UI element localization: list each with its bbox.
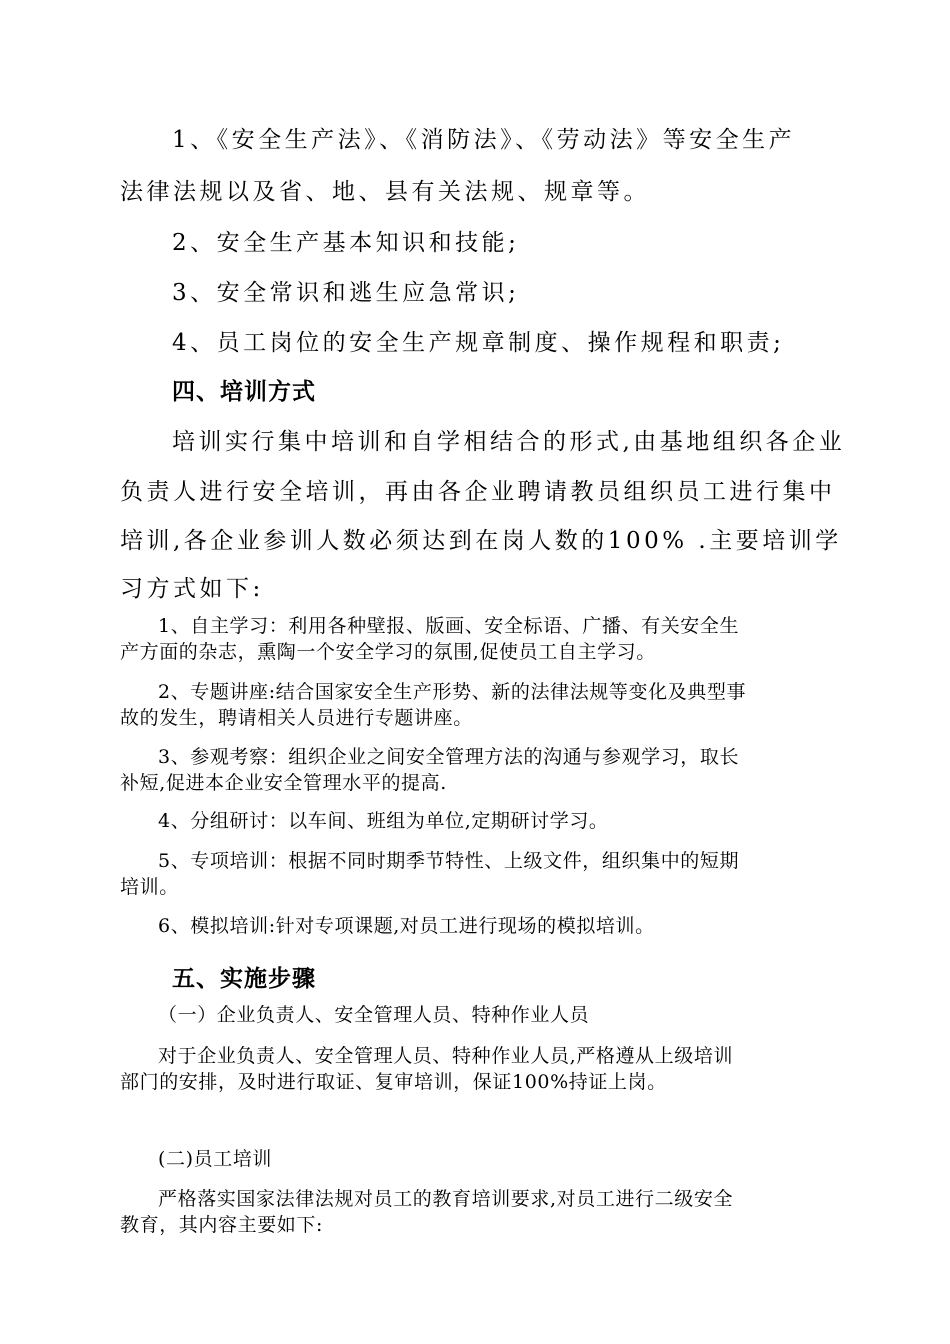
intro-line-3: 培训,各企业参训人数必须达到在岗人数的100% .主要培训学 [120, 528, 842, 554]
method-5-line-1: 5、专项培训：根据不同时期季节特性、上级文件，组织集中的短期 [158, 850, 740, 872]
item-1-line-1: 1、《安全生产法》、《消防法》、《劳动法》等安全生产 [172, 127, 796, 153]
method-1-line-2: 产方面的杂志，熏陶一个安全学习的氛围,促使员工自主学习。 [120, 641, 656, 663]
method-6: 6、模拟培训:针对专项课题,对员工进行现场的模拟培训。 [158, 915, 655, 937]
method-2-line-1: 2、专题讲座:结合国家安全生产形势、新的法律法规等变化及典型事 [158, 681, 747, 703]
intro-line-1: 培训实行集中培训和自学相结合的形式,由基地组织各企业 [172, 429, 846, 455]
subsection-1-text-line-2: 部门的安排，及时进行取证、复审培训，保证100%持证上岗。 [120, 1071, 667, 1093]
item-4: 4、员工岗位的安全生产规章制度、操作规程和职责; [172, 330, 785, 356]
intro-line-2: 负责人进行安全培训，再由各企业聘请教员组织员工进行集中 [120, 479, 836, 505]
section-heading-training-methods: 四、培训方式 [172, 379, 316, 405]
subsection-2-title: (二)员工培训 [158, 1148, 273, 1170]
item-1-line-2: 法律法规以及省、地、县有关法规、规章等。 [120, 179, 650, 205]
item-2: 2、安全生产基本知识和技能; [172, 230, 520, 256]
method-3-line-2: 补短,促进本企业安全管理水平的提高. [120, 772, 447, 794]
item-3: 3、安全常识和逃生应急常识; [172, 280, 520, 306]
subsection-1-text-line-1: 对于企业负责人、安全管理人员、特种作业人员,严格遵从上级培训 [158, 1045, 734, 1067]
method-3-line-1: 3、参观考察：组织企业之间安全管理方法的沟通与参观学习，取长 [158, 746, 740, 768]
subsection-2-text-line-1: 严格落实国家法律法规对员工的教育培训要求,对员工进行二级安全 [158, 1188, 734, 1210]
subsection-1-title: （一）企业负责人、安全管理人员、特种作业人员 [158, 1004, 590, 1026]
method-2-line-2: 故的发生，聘请相关人员进行专题讲座。 [120, 707, 473, 729]
method-5-line-2: 培训。 [120, 876, 179, 898]
intro-line-4: 习方式如下: [120, 576, 264, 602]
method-1-line-1: 1、自主学习：利用各种壁报、版画、安全标语、广播、有关安全生 [158, 615, 740, 637]
subsection-2-text-line-2: 教育，其内容主要如下: [120, 1214, 324, 1236]
method-4: 4、分组研讨：以车间、班组为单位,定期研讨学习。 [158, 810, 609, 832]
section-heading-implementation-steps: 五、实施步骤 [172, 966, 316, 992]
